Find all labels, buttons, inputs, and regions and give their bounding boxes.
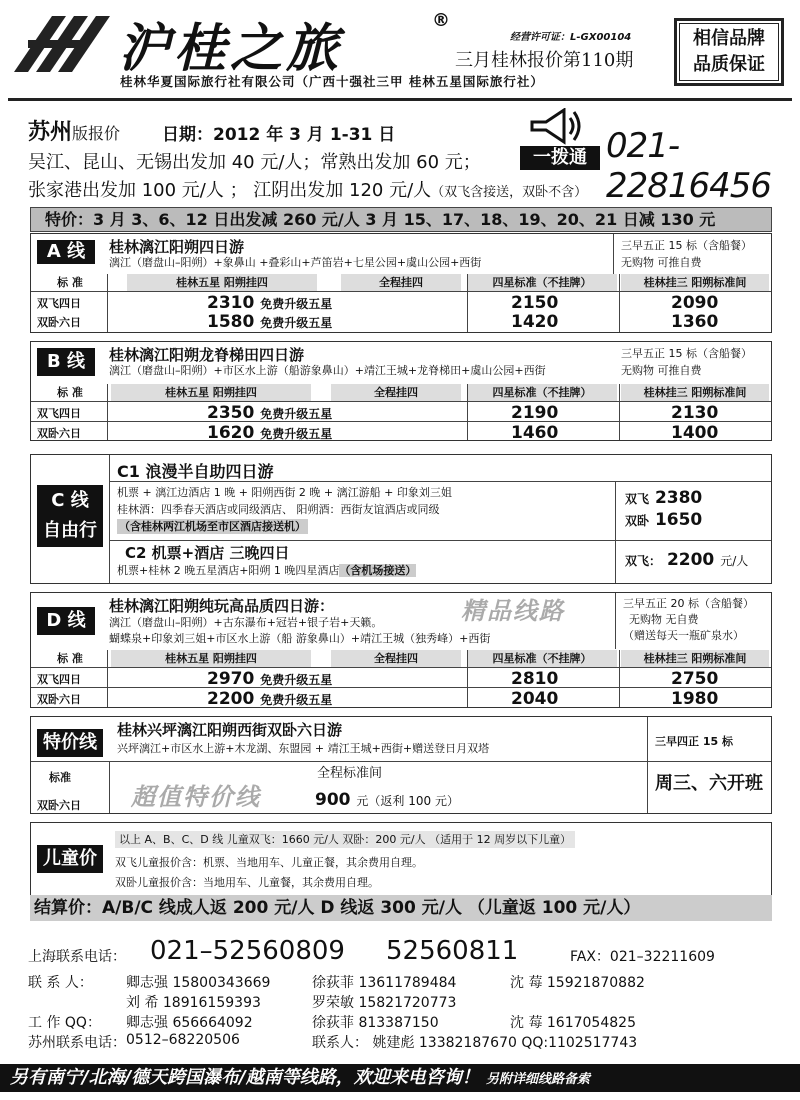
slogan-line-1: 相信品牌 — [693, 28, 765, 49]
route-a-fly-price-3star: 2090 — [671, 293, 719, 313]
route-d-header-row: 标 准 桂林五星 阳朔挂四 全程挂四 四星标准（不挂牌） 桂林挂三 阳朔标准间 — [31, 650, 771, 667]
child-price-line-3: 双卧儿童报价含：当地用车、儿童餐，其余费用自理。 — [115, 876, 379, 889]
route-special-label: 特价线 — [37, 729, 103, 757]
shanghai-phone-1[interactable]: 021–52560809 — [150, 936, 345, 966]
slogan-line-2: 品质保证 — [693, 54, 765, 75]
contact-person-label: 联 系 人： — [28, 975, 93, 991]
route-b-label: B 线 — [37, 348, 95, 376]
route-a-train-price-5star: 1580 免费升级五星 — [207, 312, 333, 332]
route-d-fly-price-3star: 2750 — [671, 669, 719, 689]
child-price-box — [30, 822, 772, 896]
contact-person-4: 刘 希 18916159393 — [126, 995, 261, 1011]
child-price-label: 儿童价 — [37, 845, 103, 873]
route-d-desc-2: 蝴蝶泉+印象刘三姐+市区水上游（船 游象鼻山）+靖江王城（独秀峰）+西街 — [109, 632, 491, 645]
route-special-note: 三早四正 15 标 — [655, 735, 733, 748]
special-offer-banner: 特价：3 月 3、6、12 日出发减 260 元/人 3 月 15、17、18、19、20、21 日减 130 元 — [30, 207, 772, 232]
route-d-row-train: 双卧六日 2200 免费升级五星 2040 1980 — [31, 687, 771, 711]
route-d-desc-1: 漓江（磨盘山–阳朔）+古东瀑布+冠岩+银子岩+天籁。 — [109, 616, 383, 629]
route-b-train-price-3star: 1400 — [671, 423, 719, 443]
route-c-box — [30, 454, 772, 584]
route-a-fly-price-5star: 2310 免费升级五星 — [207, 293, 333, 313]
route-special-box — [30, 716, 772, 814]
route-d-train-price-4star: 2040 — [511, 689, 559, 709]
route-special-std: 标准 — [49, 771, 71, 784]
route-b-desc: 漓江（磨盘山–阳朔）+市区水上游（船游象鼻山）+靖江王城+龙脊梯田+虞山公园+西街 — [109, 364, 546, 377]
route-b-row-fly: 双飞四日 2350 免费升级五星 2190 2130 — [31, 401, 771, 425]
city-title: 苏州版报价 — [28, 120, 121, 145]
footer-sub: 另附详细线路备索 — [486, 1072, 591, 1087]
surcharge-line-2: 张家港出发加 100 元/人 ； 江阴出发加 120 元/人（双飞含接送，双卧不含） — [28, 180, 588, 201]
contact-person-3: 沈 莓 15921870882 — [510, 975, 645, 991]
route-special-price: 900 元（返利 100 元） — [315, 790, 459, 810]
route-b-note-1: 三早五正 15 标（含船餐） — [621, 347, 752, 360]
child-price-line-2: 双飞儿童报价含：机票、当地用车、儿童正餐，其余费用自理。 — [115, 856, 423, 869]
company-logo-icon — [14, 14, 110, 74]
route-b-fly-price-3star: 2130 — [671, 403, 719, 423]
qq-label: 工 作 QQ： — [28, 1015, 101, 1031]
route-d-row-fly: 双飞四日 2970 免费升级五星 2810 2750 — [31, 667, 771, 691]
child-price-line-1: 以上 A、B、C、D 线 儿童双飞：1660 元/人 双卧：200 元/人 （适用于 12 周岁以下儿童） — [115, 831, 575, 848]
route-a-fly-price-4star: 2150 — [511, 293, 559, 313]
qq-3: 沈 莓 1617054825 — [510, 1015, 636, 1031]
route-b-fly-price-4star: 2190 — [511, 403, 559, 423]
route-a-train-price-3star: 1360 — [671, 312, 719, 332]
route-c1-train-price: 双卧 1650 — [625, 510, 703, 530]
suzhou-contact: 联系人： 姚建彪 13382187670 QQ:1102517743 — [312, 1035, 638, 1051]
fax-number: FAX：021–32211609 — [570, 949, 715, 965]
footer-banner: 另有南宁/北海/德天跨国瀑布/越南等线路，欢迎来电咨询！ 另附详细线路备索 — [0, 1064, 800, 1092]
contact-person-1: 卿志强 15800343669 — [126, 975, 271, 991]
suzhou-phone[interactable]: 0512–68220506 — [126, 1032, 240, 1048]
registered-mark: ® — [432, 10, 450, 31]
company-name: 桂林华夏国际旅行社有限公司（广西十强社三甲 桂林五星国际旅行社） — [120, 74, 544, 89]
route-a-header-row: 标 准 桂林五星 阳朔挂四 全程挂四 四星标准（不挂牌） 桂林挂三 阳朔标准间 — [31, 274, 771, 291]
route-c2-desc: 机票+桂林 2 晚五星酒店+阳朔 1 晚四星酒店（含机场接送） — [117, 564, 417, 577]
route-c1-desc-3: （含桂林两江机场至市区酒店接送机） — [119, 520, 306, 533]
route-a-title: 桂林漓江阳朔四日游 — [109, 238, 245, 256]
route-d-fly-price-4star: 2810 — [511, 669, 559, 689]
route-special-colhead: 全程标准间 — [317, 766, 383, 781]
license-number: 经营许可证：L-GX00104 — [510, 32, 632, 43]
route-b-title: 桂林漓江阳朔龙脊梯田四日游 — [109, 346, 305, 364]
qq-1: 卿志强 656664092 — [126, 1015, 253, 1031]
surcharge-line-1: 吴江、昆山、无锡出发加 40 元/人；常熟出发加 60 元； — [28, 152, 481, 173]
route-c1-title: C1 浪漫半自助四日游 — [117, 462, 274, 481]
route-a-note-2: 无购物 可推自费 — [621, 256, 702, 269]
route-a-box — [30, 233, 772, 333]
contact-person-5: 罗荣敏 15821720773 — [312, 995, 457, 1011]
route-b-train-price-5star: 1620 免费升级五星 — [207, 423, 333, 443]
megaphone-icon — [528, 108, 582, 150]
route-d-train-price-3star: 1980 — [671, 689, 719, 709]
route-b-header-row: 标 准 桂林五星 阳朔挂四 全程挂四 四星标准（不挂牌） 桂林挂三 阳朔标准间 — [31, 384, 771, 401]
route-a-label: A 线 — [37, 240, 95, 264]
hotline-label: 一拨通 — [520, 146, 600, 170]
route-d-note-3: （赠送每天一瓶矿泉水） — [623, 629, 744, 642]
route-special-title: 桂林兴坪漓江阳朔西街双卧六日游 — [117, 721, 343, 739]
route-a-row-train: 双卧六日 1580 免费升级五星 1420 1360 — [37, 312, 719, 332]
date-range: 日期：2012 年 3 月 1-31 日 — [162, 125, 396, 145]
issue-title: 三月桂林报价第110期 — [455, 50, 634, 71]
route-c1-fly-price: 双飞 2380 — [625, 488, 703, 508]
suzhou-phone-label: 苏州联系电话： — [28, 1035, 126, 1051]
route-c-label: C 线 自由行 — [37, 485, 103, 547]
route-d-label: D 线 — [37, 607, 95, 635]
route-d-title: 桂林漓江阳朔纯玩高品质四日游： — [109, 597, 335, 615]
route-special-schedule: 周三、六开班 — [655, 773, 763, 794]
route-d-box — [30, 592, 772, 708]
route-a-row-fly: 双飞四日 2310 免费升级五星 2150 2090 — [31, 291, 771, 315]
qq-2: 徐荻菲 813387150 — [312, 1015, 439, 1031]
route-d-note-2: 无购物 无自费 — [629, 613, 699, 626]
shanghai-phone-2[interactable]: 52560811 — [386, 936, 519, 966]
route-d-train-price-5star: 2200 免费升级五星 — [207, 689, 333, 709]
contact-person-2: 徐荻菲 13611789484 — [312, 975, 457, 991]
shanghai-phone-label: 上海联系电话： — [28, 949, 126, 965]
route-c1-desc-2: 桂林酒：四季春天酒店或同级酒店、 阳朔酒：西街友谊酒店或同级 — [117, 503, 440, 516]
brand-name: 沪桂之旅 — [118, 18, 343, 79]
route-b-note-2: 无购物 可推自费 — [621, 364, 702, 377]
slogan-box — [674, 18, 784, 86]
route-special-desc: 兴坪漓江+市区水上游+木龙湖、东盟园 + 靖江王城+西街+赠送登日月双塔 — [117, 742, 490, 755]
header-divider — [8, 98, 792, 101]
route-b-fly-price-5star: 2350 免费升级五星 — [207, 403, 333, 423]
surcharge-note: （双飞含接送，双卧不含） — [431, 185, 588, 200]
route-c1-desc-1: 机票 + 漓江边酒店 1 晚 + 阳朔西街 2 晚 + 漓江游船 + 印象刘三姐 — [117, 486, 452, 499]
route-a-train-price-4star: 1420 — [511, 312, 559, 332]
settlement-price: 结算价：A/B/C 线成人返 200 元/人 D 线返 300 元/人 （儿童返 100 元/人） — [30, 895, 772, 921]
route-c2-title: C2 机票+酒店 三晚四日 — [125, 544, 290, 562]
route-d-watermark: 精品线路 — [461, 597, 565, 625]
route-b-train-price-4star: 1460 — [511, 423, 559, 443]
route-d-fly-price-5star: 2970 免费升级五星 — [207, 669, 333, 689]
route-special-watermark: 超值特价线 — [131, 783, 261, 811]
route-c2-fly-price: 双飞： 2200 元/人 — [625, 550, 749, 570]
route-b-row-train: 双卧六日 1620 免费升级五星 1460 1400 — [31, 421, 771, 445]
city-suffix: 版报价 — [72, 124, 121, 143]
route-a-desc: 漓江（磨盘山–阳朔）+象鼻山 +叠彩山+芦笛岩+七星公园+虞山公园+西街 — [109, 256, 482, 269]
route-b-box — [30, 341, 772, 441]
hotline-number[interactable]: 021-22816456 — [606, 126, 772, 206]
route-d-note-1: 三早五正 20 标（含船餐） — [623, 597, 754, 610]
route-a-note-1: 三早五正 15 标（含船餐） — [621, 239, 752, 252]
route-special-train: 双卧六日 — [37, 799, 81, 812]
